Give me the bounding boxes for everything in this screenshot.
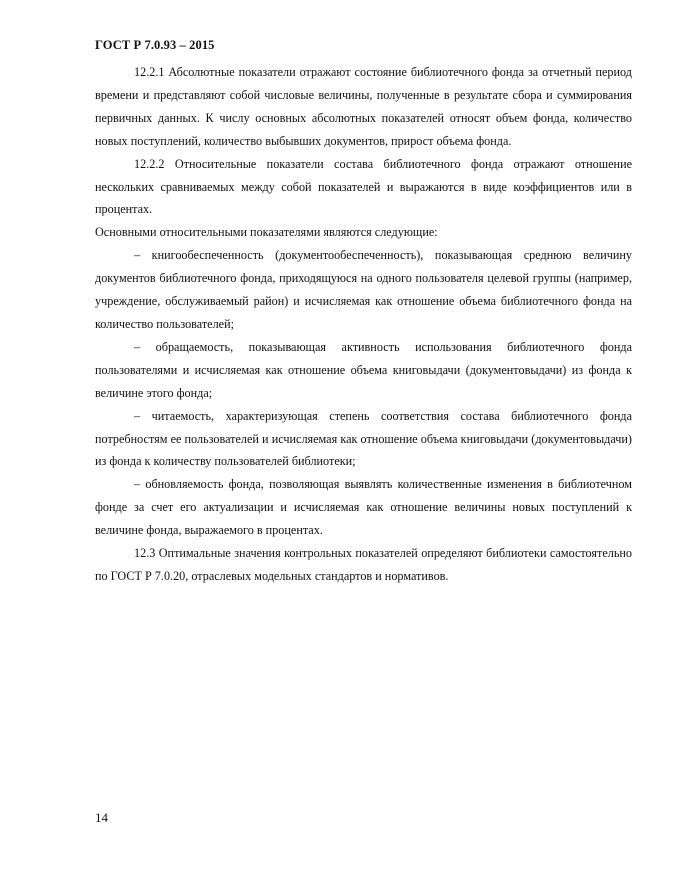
paragraph-12-2-1: 12.2.1 Абсолютные показатели отражают состояние библиотечного фонда за отчетный период времени и представляют собой числовые величины, полученные в результате сбора и суммирования первичных данных. К числу основных абсолютных показателей относят объем фонда, количество новых поступлений, количество выбывших документов, прирост объема фонда. xyxy=(95,65,632,148)
paragraph-12-3: 12.3 Оптимальные значения контрольных показателей определяют библиотеки самостоятельно по ГОСТ Р 7.0.20, отраслевых модельных стандартов и нормативов. xyxy=(95,546,632,583)
page-number: 14 xyxy=(95,810,108,825)
standard-header: ГОСТ Р 7.0.93 – 2015 xyxy=(95,38,215,52)
list-item-book-supply: – книгообеспеченность (документообеспеченность), показывающая среднюю величину документов библиотечного фонда, приходящуюся на одного пользователя целевой группы (например, учреждение, обслуживаемый район) и исчисляемая как отношение объема библиотечного фонда на количество пользователей; xyxy=(95,248,632,331)
list-item-circulation: – обращаемость, показывающая активность использования библиотечного фонда пользователями и исчисляемая как отношение объема книговыдачи (документовыдачи) из фонда к величине этого фонда; xyxy=(95,339,632,400)
document-body xyxy=(95,61,632,588)
list-item-readership: – читаемость, характеризующая степень соответствия состава библиотечного фонда потребностям ее пользователей и исчисляемая как отношение объема книговыдачи (документовыдачи) из фонда к количеству пользователей библиотеки; xyxy=(95,408,632,469)
list-item-renewal: – обновляемость фонда, позволяющая выявлять количественные изменения в библиотечном фонде за счет его актуализации и исчисляемая как отношение величины новых поступлений к величине фонда, выражаемого в процентах. xyxy=(95,477,632,538)
paragraph-list-intro: Основными относительными показателями являются следующие: xyxy=(95,225,438,240)
paragraph-12-2-2: 12.2.2 Относительные показатели состава библиотечного фонда отражают отношение нескольких сравниваемых между собой показателей и выражаются в виде коэффициентов или в процентах. xyxy=(95,156,632,217)
